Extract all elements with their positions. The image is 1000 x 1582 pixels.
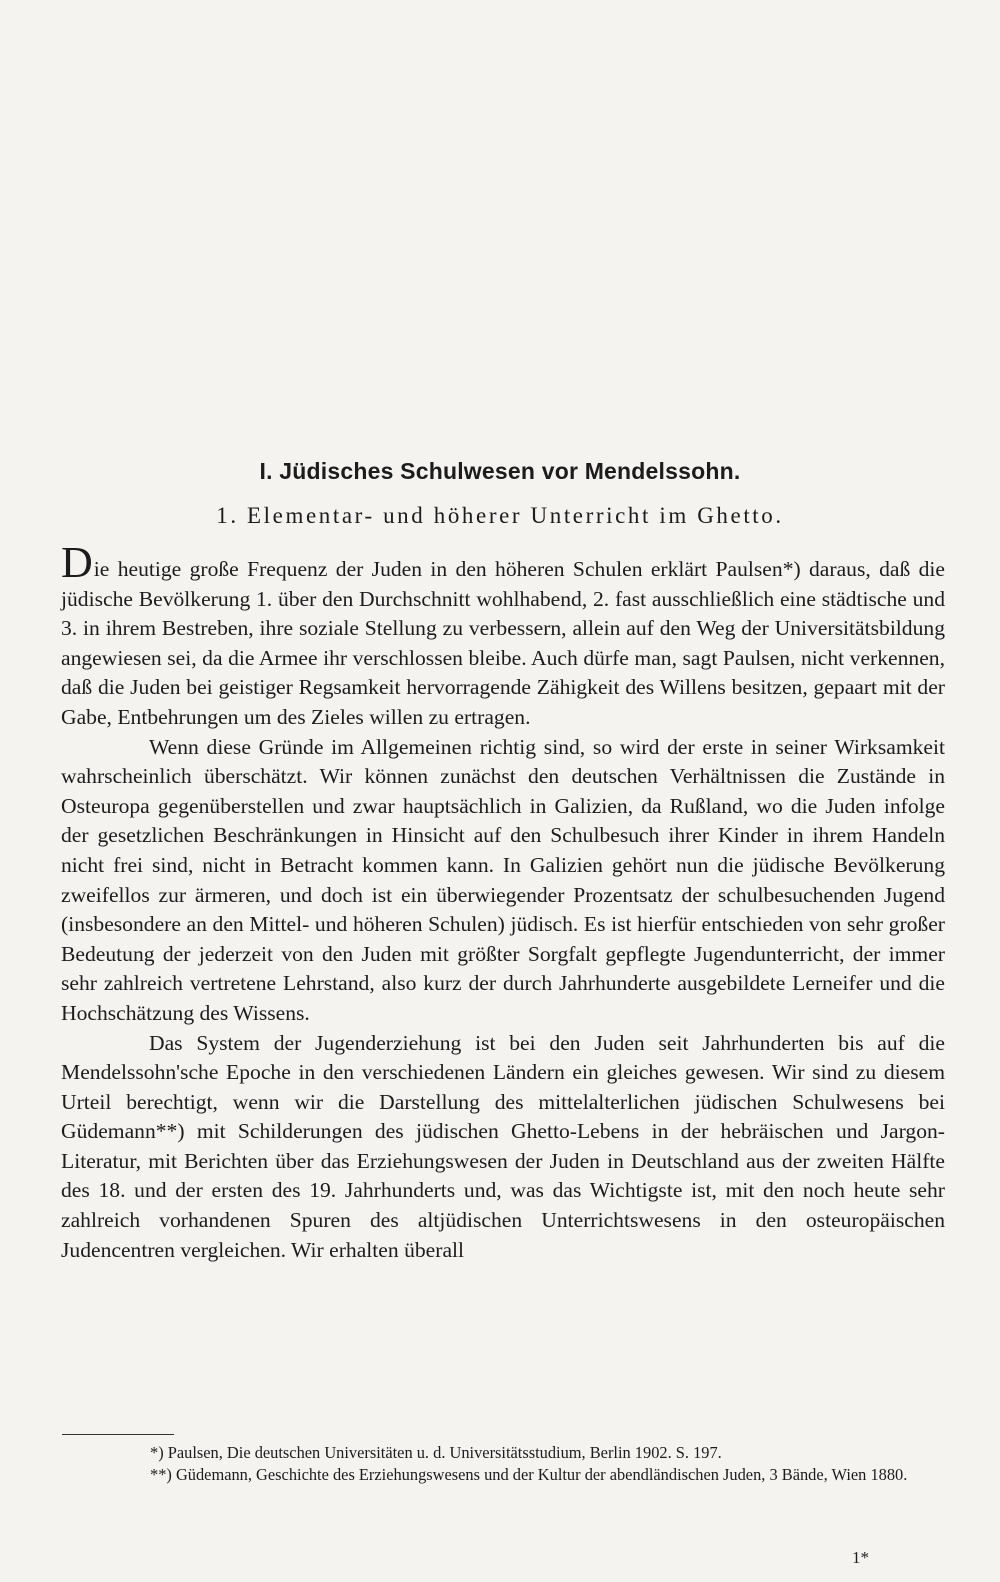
section-title: 1. Elementar- und höherer Unterricht im Ghetto. — [216, 503, 784, 528]
chapter-title: I. Jüdisches Schulwesen vor Mendelssohn. — [259, 458, 741, 484]
paragraph-1 — [61, 538, 945, 733]
paragraph-1-text: ie heutige große Frequenz der Juden in den höheren Schulen erklärt Paulsen*) daraus, daß die jüdische Bevölkerung 1. über den Durchschnitt wohlhabend, 2. fast ausschließlich eine städtische und 3. in ihrem Bestreben, ihre soziale Stellung zu verbessern, allein auf den Weg der Universitätsbildung angewiesen sei, da die Armee ihr verschlossen bleibe. Auch dürfe man, sagt Paulsen, nicht verkennen, daß die Juden bei geistiger Regsamkeit hervorragende Zähigkeit des Willens besitzen, gepaart mit der Gabe, Entbehrungen um des Zieles willen zu ertragen. — [61, 557, 945, 729]
page-number: 1* — [852, 1548, 869, 1567]
paragraph-2: Wenn diese Gründe im Allgemeinen richtig sind, so wird der erste in seiner Wirksamkeit wahrscheinlich überschätzt. Wir können zunächst den deutschen Verhältnissen die Zustände in Osteuropa gegenüberstellen und zwar hauptsächlich in Galizien, da Rußland, wo die Juden infolge der gesetzlichen Beschränkungen in Hinsicht auf den Schulbesuch ihrer Kinder in ihrem Handeln nicht frei sind, nicht in Betracht kommen kann. In Galizien gehört nun die jüdische Bevölkerung zweifellos zur ärmeren, und doch ist ein überwiegender Prozentsatz der schulbesuchenden Jugend (insbesondere an den Mittel- und höheren Schulen) jüdisch. Es ist hierfür entschieden von sehr großer Bedeutung der jederzeit von den Juden mit größter Sorgfalt gepflegte Jugendunterricht, der immer sehr zahlreich vertretene Lehrstand, also kurz der durch Jahrhunderte ausgebildete Lerneifer und die Hochschätzung des Wissens. — [61, 734, 945, 1025]
footnote-divider — [62, 1434, 174, 1435]
body-text — [61, 538, 945, 1265]
footnote-2: **) Güdemann, Geschichte des Erziehungswesens und der Kultur der abendländischen Juden, 3 Bände, Wien 1880. — [150, 1464, 908, 1484]
footnotes — [62, 1442, 946, 1485]
paragraph-3: Das System der Jugenderziehung ist bei den Juden seit Jahrhunderten bis auf die Mendelssohn'sche Epoche in den verschiedenen Ländern ein gleiches gewesen. Wir sind zu diesem Urteil berechtigt, wenn wir die Darstellung des mittelalterlichen jüdischen Schulwesens bei Güdemann**) mit Schilderungen des jüdischen Ghetto-Lebens in der hebräischen und Jargon-Literatur, mit Berichten über das Erziehungswesen der Juden in Deutschland aus der zweiten Hälfte des 18. und der ersten des 19. Jahrhunderts und, was das Wichtigste ist, mit den noch heute sehr zahlreich vorhandenen Spuren des altjüdischen Unterrichtswesens in den osteuropäischen Judencentren vergleichen. Wir erhalten überall — [61, 1030, 945, 1262]
footnote-1: *) Paulsen, Die deutschen Universitäten u. d. Universitätsstudium, Berlin 1902. S. 197. — [150, 1443, 722, 1462]
drop-cap: D — [61, 538, 94, 587]
